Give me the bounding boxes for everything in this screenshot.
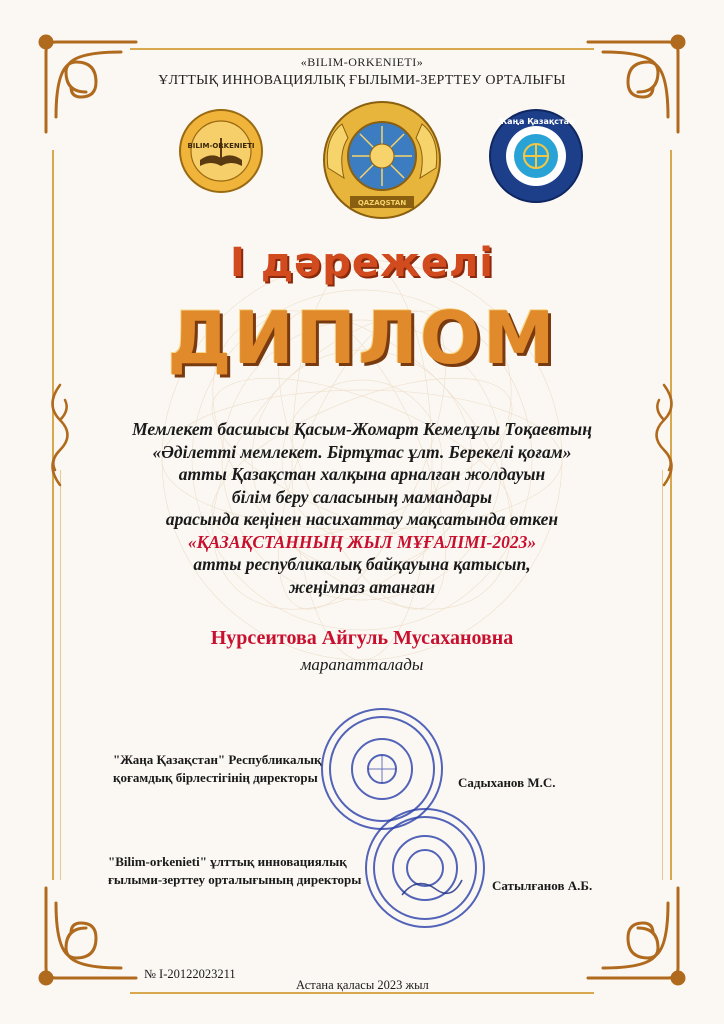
emblem-text: QAZAQSTAN [357, 199, 407, 207]
svg-text:Жаңа Қазақстан: Жаңа Қазақстан [497, 117, 575, 126]
body-line: Мемлекет басшысы Қасым-Жомарт Кемелұлы Тоқаевтың [132, 419, 592, 439]
corner-ornament-bottom-right [578, 878, 698, 998]
zhana-kazakhstan-logo [488, 108, 584, 204]
org-full-name: ҰЛТТЫҚ ИННОВАЦИЯЛЫҚ ҒЫЛЫМИ-ЗЕРТТЕУ ОРТАЛЫҒЫ [158, 73, 566, 88]
signatory-title-line: "Bilim-orkenieti" ұлттық инновациялық [108, 854, 347, 869]
frame-top-line [130, 48, 594, 50]
signatory-2-title [108, 853, 361, 889]
city-year: Астана қаласы 2023 жыл [296, 978, 429, 992]
signatory-1-name: Садыханов М.С. [458, 775, 556, 790]
recipient-name: Нурсеитова Айгуль Мусахановна [210, 627, 514, 649]
signatory-1-title [113, 751, 322, 787]
contest-name: «ҚАЗАҚСТАННЫҢ ЖЫЛ МҰҒАЛІМІ-2023» [187, 531, 537, 552]
diploma-title: ДИПЛОМ [167, 296, 557, 380]
signatory-2-name: Сатылғанов А.Б. [492, 878, 593, 893]
official-stamp-2 [362, 805, 488, 931]
body-line: арасында кеңінен насихаттау мақсатында өткен [165, 509, 559, 529]
degree-title: І дәрежелі [230, 240, 494, 286]
diploma-body [0, 418, 724, 598]
signatory-title-line: ғылыми-зерттеу орталығының директоры [108, 872, 362, 887]
body-line: «Әділетті мемлекет. Біртұтас ұлт. Берекелі қоғам» [152, 441, 572, 462]
body-line: жеңімпаз атанған [288, 576, 436, 597]
org-short-name: «BILIM-ORKENIETI» [300, 55, 424, 69]
bilim-orkenieti-logo [178, 108, 264, 194]
signatory-title-line: "Жаңа Қазақстан" Республикалық [113, 752, 322, 767]
corner-ornament-bottom-left [26, 878, 146, 998]
svg-text:BILIM-ORKENIETI: BILIM-ORKENIETI [187, 142, 255, 150]
awarded-text: марапатталады [300, 655, 424, 674]
state-emblem [320, 98, 444, 222]
body-line: атты Қазақстан халқына арналған жолдауын [178, 464, 546, 484]
body-line: білім беру саласының мамандары [231, 486, 493, 507]
body-line: атты республикалық байқауына қатысып, [193, 554, 531, 574]
signatory-title-line: қоғамдық бірлестігінің директоры [113, 770, 318, 785]
diploma-number: № I-20122023211 [144, 967, 236, 981]
